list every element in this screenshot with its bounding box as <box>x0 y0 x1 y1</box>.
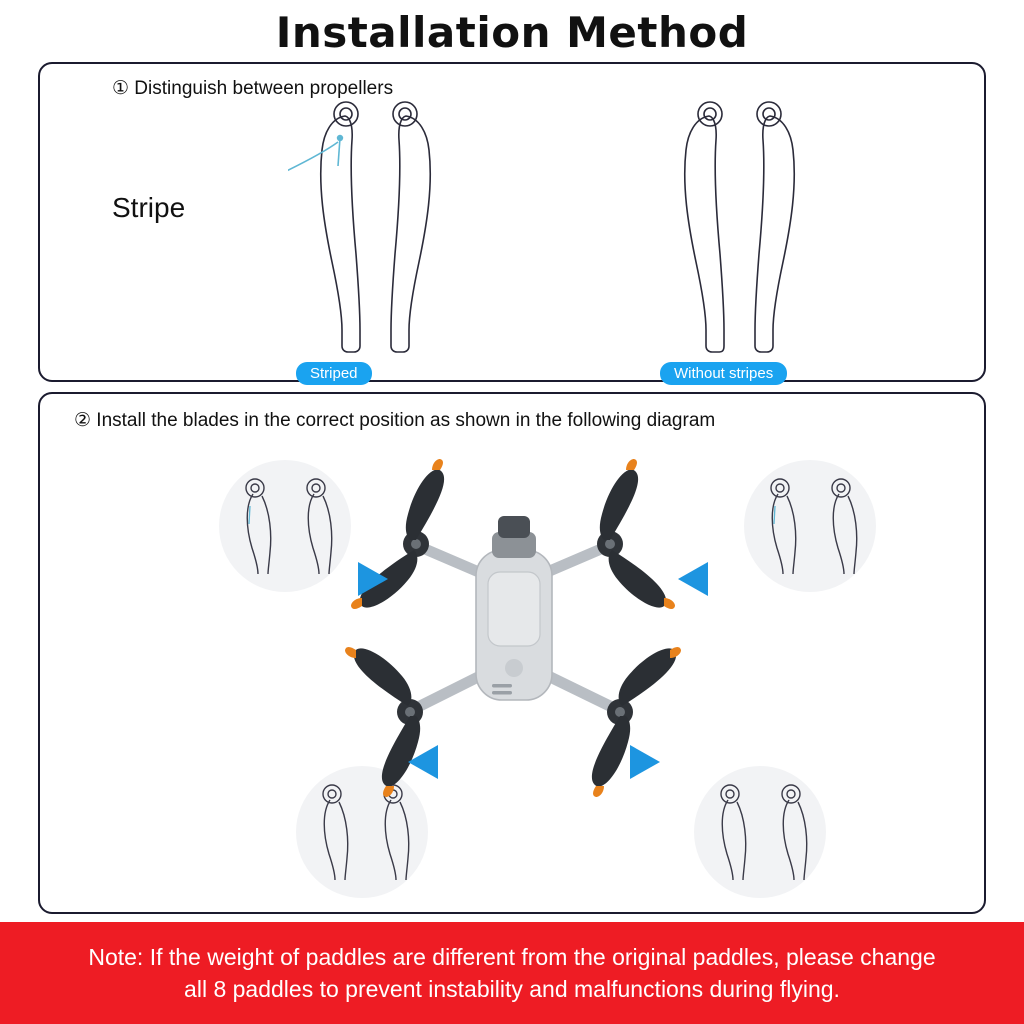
striped-badge: Striped <box>296 362 372 385</box>
plain-propeller-pair <box>652 94 842 369</box>
note-line-2: all 8 paddles to prevent instability and malfunctions during flying. <box>184 976 840 1002</box>
striped-propeller-pair <box>288 94 478 369</box>
warning-note <box>0 922 1024 1024</box>
stripe-annotation-label: Stripe <box>112 192 186 223</box>
top-left-callout <box>219 460 351 592</box>
arrow-top-right <box>678 562 708 596</box>
step-1-panel <box>38 62 986 382</box>
bottom-right-callout <box>694 766 826 898</box>
without-stripes-badge: Without stripes <box>660 362 787 385</box>
step-2-label: ② Install the blades in the correct position as shown in the following diagram <box>74 410 716 431</box>
arrow-bottom-right <box>630 745 660 779</box>
page-title: Installation Method <box>275 8 749 57</box>
step-2-panel <box>38 392 986 914</box>
step-1-label: ① Distinguish between propellers <box>112 78 394 99</box>
bottom-left-callout <box>296 766 428 898</box>
note-line-1: Note: If the weight of paddles are different from the original paddles, please change <box>88 944 936 970</box>
top-right-callout <box>744 460 876 592</box>
drone-installation-diagram <box>40 454 984 909</box>
